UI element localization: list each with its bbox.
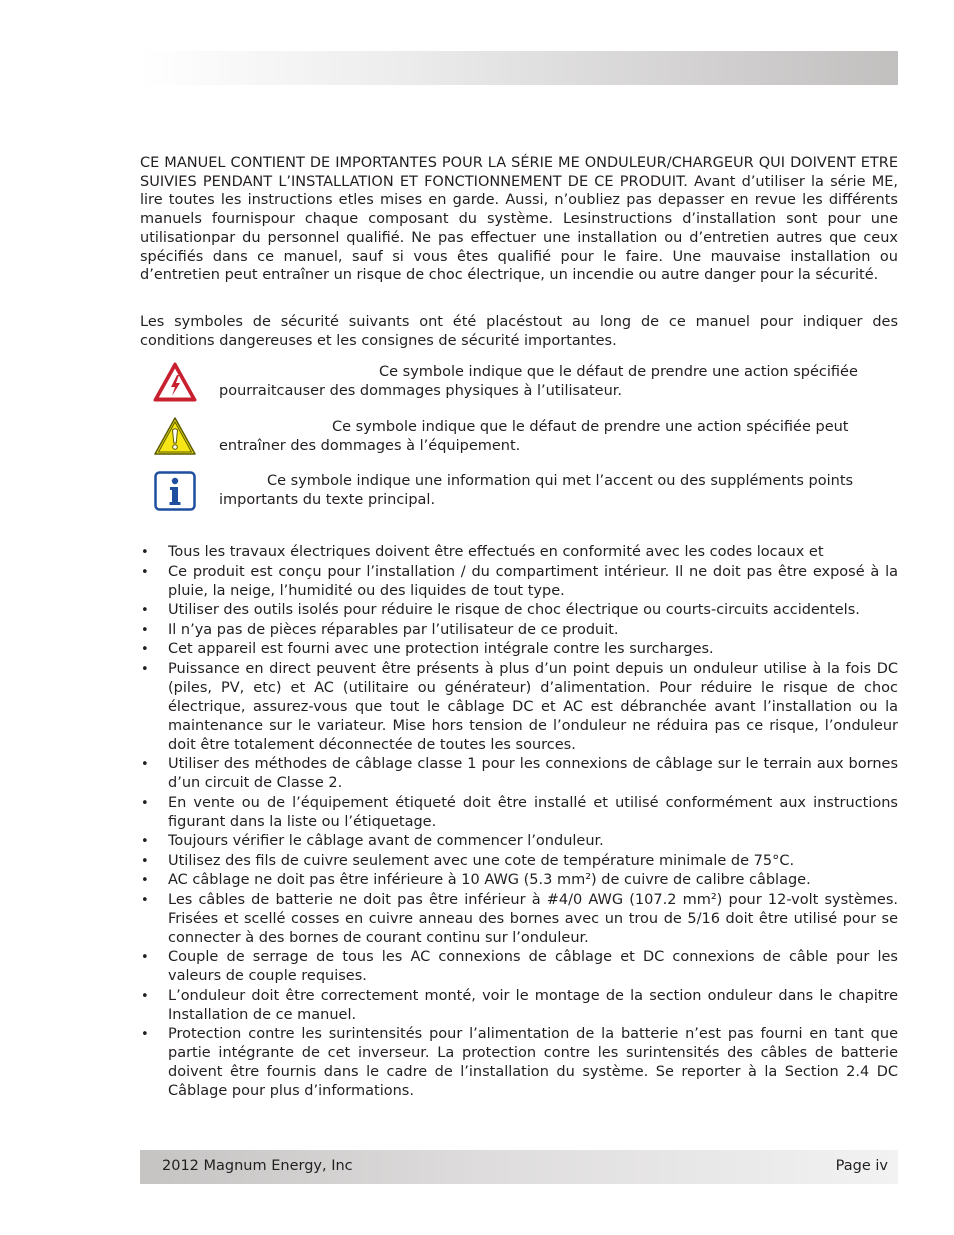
symbols-intro-paragraph: Les symboles de sécurité suivants ont été placéstout au long de ce manuel pour indiquer des conditions dangereuses et les consignes de sécurité importantes. — [140, 314, 898, 349]
list-item: • Les câbles de batterie ne doit pas être inférieur à #4/0 AWG (107.2 mm²) pour 12-volt systèmes. Frisées et scellé cosses en cuivre anneau des bornes avec un trou de 5/16 doit être utilisé pour se connecter à des bornes de courant continu sur l’onduleur. — [140, 891, 898, 948]
safety-instructions-list — [140, 543, 898, 1102]
list-item: • Tous les travaux électriques doivent être effectués en conformité avec les codes locaux et — [140, 543, 898, 562]
intro-paragraph: CE MANUEL CONTIENT DE IMPORTANTES POUR LA SÉRIE ME ONDULEUR/CHARGEUR QUI DOIVENT ETRE SUIVIES PENDANT L’INSTALLATION ET FONCTIONNEMENT DE CE PRODUIT. Avant d’utiliser la série ME, lire toutes les instructions etles mises en garde. Aussi, n’oubliez pas depasser en revue les différents manuels fournispour chaque composant du système. Lesinstructions d’installation sont pour une utilisationpar du personnel qualifié. Ne pas effectuer une installation ou d’entretien autres que ceux spécifiés dans ce manuel, sauf si vous êtes qualifié pour le faire. Une mauvaise installation ou d’entretien peut entraîner un risque de choc électrique, un incendie ou autre danger pour la sécurité. — [140, 155, 898, 284]
list-item: • AC câblage ne doit pas être inférieure à 10 AWG (5.3 mm²) de cuivre de calibre câblage. — [140, 871, 898, 890]
header-bar — [140, 51, 898, 85]
caution-icon — [153, 416, 197, 456]
list-item: • En vente ou de l’équipement étiqueté doit être installé et utilisé conformément aux instructions figurant dans la liste ou l’étiquetage. — [140, 794, 898, 832]
symbol-description-info: Ce symbole indique une information qui met l’accent ou des suppléments points importants du texte principal. — [219, 473, 854, 508]
list-item: • Puissance en direct peuvent être présents à plus d’un point depuis un onduleur utilise à la fois DC (piles, PV, etc) et AC (utilitaire ou générateur) d’alimentation. Pour réduire le risque de choc électrique, assurez-vous que tout le câblage DC et AC est débranchée avant l’installation ou la maintenance sur le variateur. Mise hors tension de l’onduleur ne réduira pas ce risque, l’onduleur doit être totalement déconnectée de toutes les sources. — [140, 660, 898, 755]
page-number: Page iv — [835, 1158, 888, 1174]
footer-bar — [140, 1150, 898, 1184]
list-item: • Utiliser des méthodes de câblage classe 1 pour les connexions de câblage sur le terrain aux bornes d’un circuit de Classe 2. — [140, 755, 898, 793]
electric-shock-warning-icon — [153, 362, 197, 402]
list-item: • Protection contre les surintensités pour l’alimentation de la batterie n’est pas fourni en tant que partie intégrante de cet inverseur. La protection contre les surintensités des câbles de batterie doivent être fournis dans le cadre de l’installation du système. Se reporter à la Section 2.4 DC Câblage pour plus d’informations. — [140, 1025, 898, 1101]
list-item: • Toujours vérifier le câblage avant de commencer l’onduleur. — [140, 832, 898, 851]
symbol-description-caution: Ce symbole indique que le défaut de prendre une action spécifiée peut entraîner des dommages à l’équipement. — [219, 419, 849, 454]
list-item: • Utilisez des fils de cuivre seulement avec une cote de température minimale de 75°C. — [140, 852, 898, 871]
list-item: • Ce produit est conçu pour l’installation / du compartiment intérieur. Il ne doit pas être exposé à la pluie, la neige, l’humidité ou des liquides de tout type. — [140, 563, 898, 601]
symbol-description-warning: Ce symbole indique que le défaut de prendre une action spécifiée pourraitcauser des dommages physiques à l’utilisateur. — [219, 364, 858, 399]
footer-copyright: 2012 Magnum Energy, Inc — [162, 1158, 353, 1174]
list-item: • Cet appareil est fourni avec une protection intégrale contre les surcharges. — [140, 640, 898, 659]
list-item: • Utiliser des outils isolés pour réduire le risque de choc électrique ou courts-circuits accidentels. — [140, 601, 898, 620]
list-item: • Couple de serrage de tous les AC connexions de câblage et DC connexions de câble pour les valeurs de couple requises. — [140, 948, 898, 986]
info-icon — [153, 471, 197, 511]
list-item: • Il n’ya pas de pièces réparables par l’utilisateur de ce produit. — [140, 621, 898, 640]
list-item: • L’onduleur doit être correctement monté, voir le montage de la section onduleur dans le chapitre Installation de ce manuel. — [140, 987, 898, 1025]
